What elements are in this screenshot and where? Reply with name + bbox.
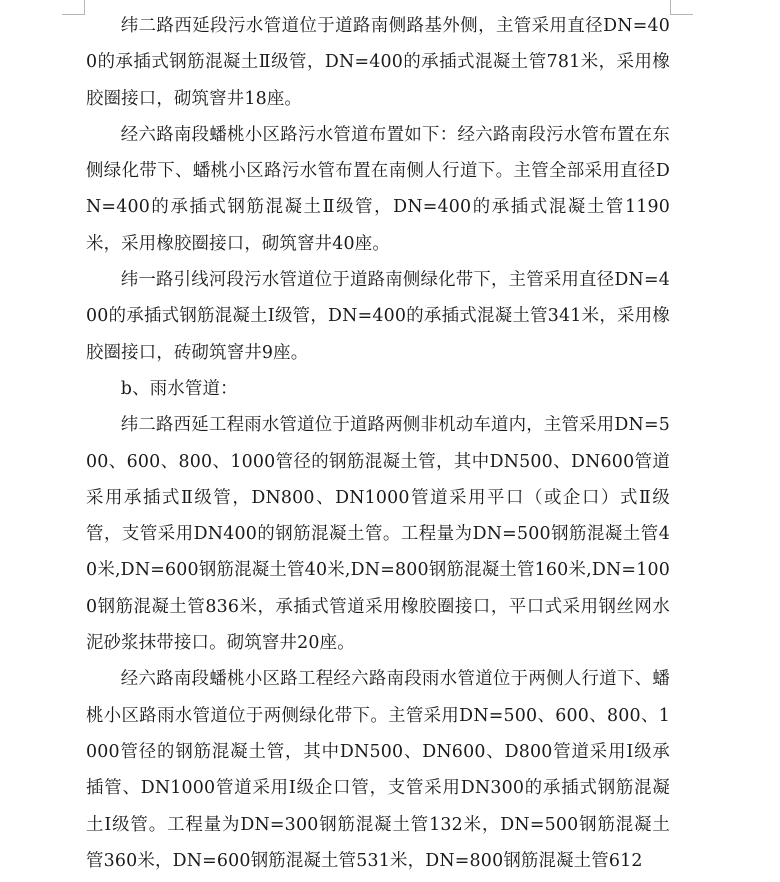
crop-mark-top-left — [62, 0, 85, 15]
paragraph-stormwater-weier-road: 纬二路西延工程雨水管道位于道路两侧非机动车道内，主管采用DN=500、600、800、1000管径的钢筋混凝土管，其中DN500、DN600管道采用承插式Ⅱ级管，DN800、DN1000管道采用平口（或企口）式Ⅱ级管，支管采用DN400的钢筋混凝土管。工程量为DN=500钢筋混凝土管40米,DN=600钢筋混凝土管40米,DN=800钢筋混凝土管160米,DN=1000钢筋混凝土管836米，承插式管道采用橡胶圈接口，平口式采用钢丝网水泥砂浆抹带接口。砌筑窨井20座。 — [86, 415, 670, 654]
section-heading-stormwater: b、雨水管道： — [120, 378, 238, 399]
paragraph-stormwater-jingliu-road: 经六路南段蟠桃小区路工程经六路南段雨水管道位于两侧人行道下、蟠桃小区路雨水管道位于两侧绿化带下。主管采用DN=500、600、800、1000管径的钢筋混凝土管，其中DN500、DN600、D800管道采用Ⅰ级承插管、DN1000管道采用Ⅰ级企口管，支管采用DN300的承插式钢筋混凝土Ⅰ级管。工程量为DN=300钢筋混凝土管132米，DN=500钢筋混凝土管360米，DN=600钢筋混凝土管531米，DN=800钢筋混凝土管612 — [86, 669, 670, 871]
crop-mark-top-right — [670, 0, 693, 15]
paragraph-sewage-weier-road: 纬二路西延段污水管道位于道路南侧路基外侧，主管采用直径DN=400的承插式钢筋混凝土Ⅱ级管，DN=400的承插式混凝土管781米，采用橡胶圈接口，砌筑窨井18座。 — [86, 16, 670, 109]
paragraph-sewage-jingliu-road: 经六路南段蟠桃小区路污水管道布置如下：经六路南段污水管布置在东侧绿化带下、蟠桃小区路污水管布置在南侧人行道下。主管全部采用直径DN=400的承插式钢筋混凝土Ⅱ级管，DN=400的承插式混凝土管1190米，采用橡胶圈接口，砌筑窨井40座。 — [86, 124, 670, 254]
document-body[interactable] — [86, 8, 670, 879]
paragraph-sewage-weiyi-road: 纬一路引线河段污水管道位于道路南侧绿化带下，主管采用直径DN=400的承插式钢筋混凝土Ⅰ级管，DN=400的承插式混凝土管341米，采用橡胶圈接口，砖砌筑窨井9座。 — [86, 270, 670, 363]
